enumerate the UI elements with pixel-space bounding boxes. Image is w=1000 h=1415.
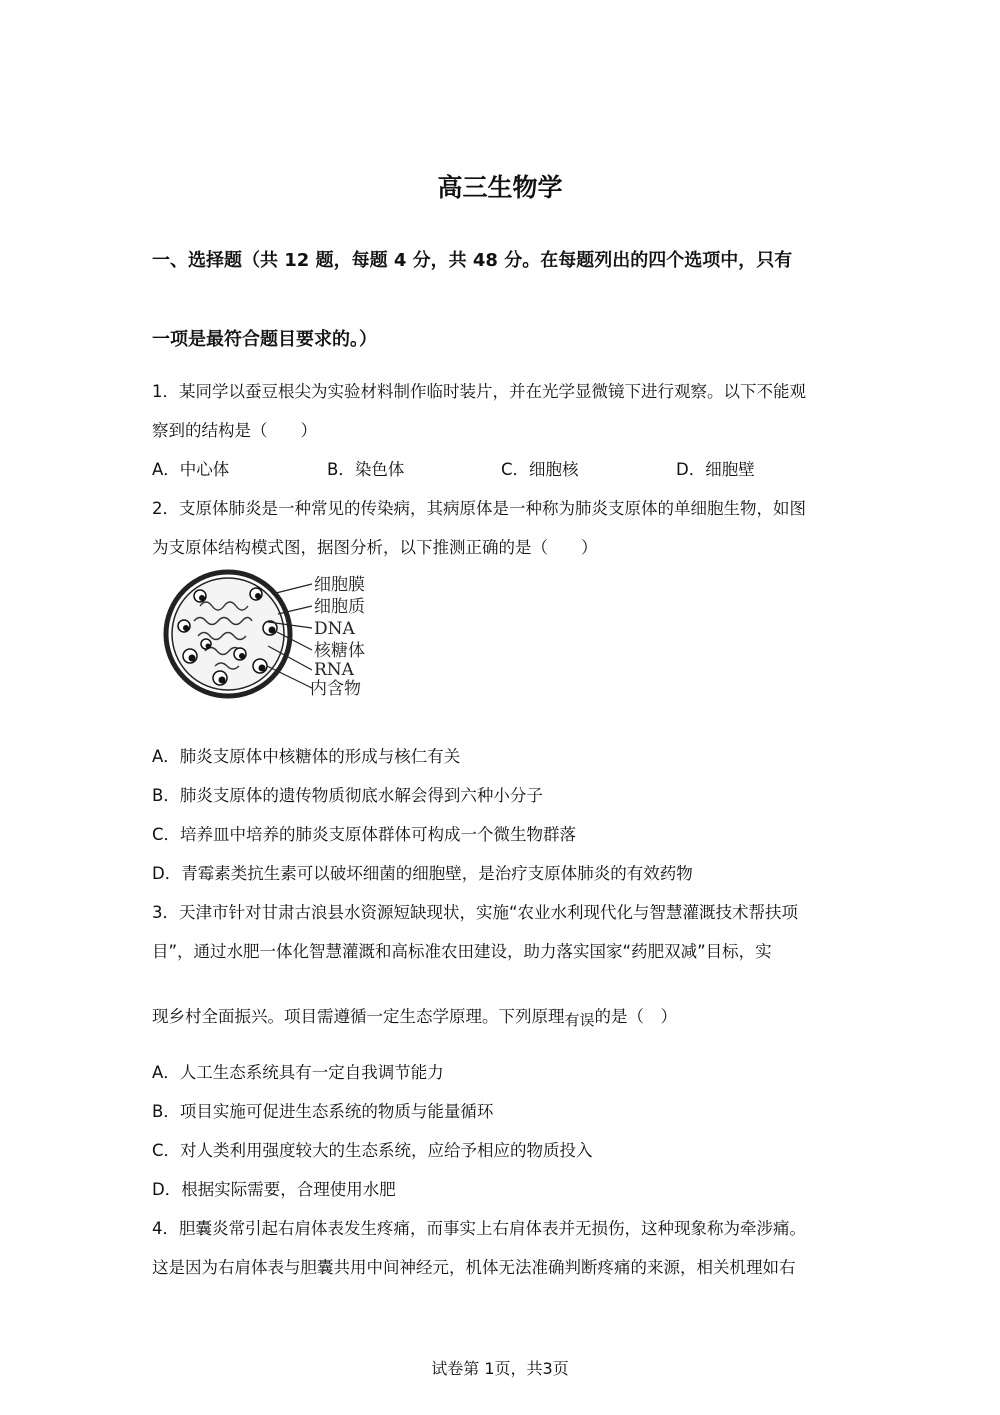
q2-option-b: B．肺炎支原体的遗传物质彻底水解会得到六种小分子 bbox=[152, 786, 543, 805]
label-dna: DNA bbox=[314, 619, 355, 639]
label-rna: RNA bbox=[314, 660, 354, 680]
mycoplasma-diagram bbox=[160, 566, 390, 706]
q3-option-b: B．项目实施可促进生态系统的物质与能量循环 bbox=[152, 1102, 494, 1121]
q2-stem-line1: 2．支原体肺炎是一种常见的传染病，其病原体是一种称为肺炎支原体的单细胞生物，如图 bbox=[152, 499, 806, 518]
q3-stem-line2: 目”，通过水肥一体化智慧灌溉和高标准农田建设，助力落实国家“药肥双减”目标，实 bbox=[152, 942, 772, 961]
label-ribosome: 核糖体 bbox=[314, 641, 365, 661]
q1-option-d: D．细胞壁 bbox=[676, 460, 755, 479]
q1-option-a: A．中心体 bbox=[152, 460, 230, 479]
q4-stem-line2: 这是因为右肩体表与胆囊共用中间神经元，机体无法准确判断疼痛的来源，相关机理如右 bbox=[152, 1258, 796, 1277]
q3-stem-line3 bbox=[152, 1003, 862, 1027]
q1-stem-line1: 1．某同学以蚕豆根尖为实验材料制作临时装片，并在光学显微镜下进行观察。以下不能观 bbox=[152, 382, 806, 401]
label-inclusion: 内含物 bbox=[310, 679, 361, 699]
q4-stem-line1: 4．胆囊炎常引起右肩体表发生疼痛，而事实上右肩体表并无损伤，这种现象称为牵涉痛。 bbox=[152, 1219, 806, 1238]
q3-option-c: C．对人类利用强度较大的生态系统，应给予相应的物质投入 bbox=[152, 1141, 593, 1160]
q3-option-a: A．人工生态系统具有一定自我调节能力 bbox=[152, 1063, 444, 1082]
q3-stem-emphasis: 有误 bbox=[564, 1011, 595, 1029]
q2-option-d: D．青霉素类抗生素可以破坏细菌的细胞壁，是治疗支原体肺炎的有效药物 bbox=[152, 864, 693, 883]
mycoplasma-structure-figure bbox=[160, 566, 390, 706]
section-heading-line2: 一项是最符合题目要求的。） bbox=[152, 329, 377, 350]
q1-stem-line2: 察到的结构是（ ） bbox=[152, 421, 317, 440]
section-heading-line1: 一、选择题（共 12 题，每题 4 分，共 48 分。在每题列出的四个选项中，只有 bbox=[152, 250, 793, 271]
q2-option-c: C．培养皿中培养的肺炎支原体群体可构成一个微生物群落 bbox=[152, 825, 577, 844]
q3-stem-line1: 3．天津市针对甘肃古浪县水资源短缺现状，实施“农业水利现代化与智慧灌溉技术帮扶项 bbox=[152, 903, 799, 922]
q3-stem-line3-part1: 现乡村全面振兴。项目需遵循一定生态学原理。下列原理 bbox=[152, 1007, 565, 1026]
q1-option-b: B．染色体 bbox=[327, 460, 405, 479]
q2-option-a: A．肺炎支原体中核糖体的形成与核仁有关 bbox=[152, 747, 461, 766]
q3-option-d: D．根据实际需要，合理使用水肥 bbox=[152, 1180, 396, 1199]
page-footer: 试卷第 1页，共3页 bbox=[431, 1359, 569, 1378]
q2-stem-line2: 为支原体结构模式图，据图分析，以下推测正确的是（ ） bbox=[152, 538, 598, 557]
q1-option-c: C．细胞核 bbox=[501, 460, 579, 479]
label-cell-membrane: 细胞膜 bbox=[314, 575, 365, 595]
page-title: 高三生物学 bbox=[437, 173, 563, 202]
q3-stem-line3-part3: 的是（ ） bbox=[594, 1007, 678, 1026]
label-cytoplasm: 细胞质 bbox=[314, 597, 365, 617]
